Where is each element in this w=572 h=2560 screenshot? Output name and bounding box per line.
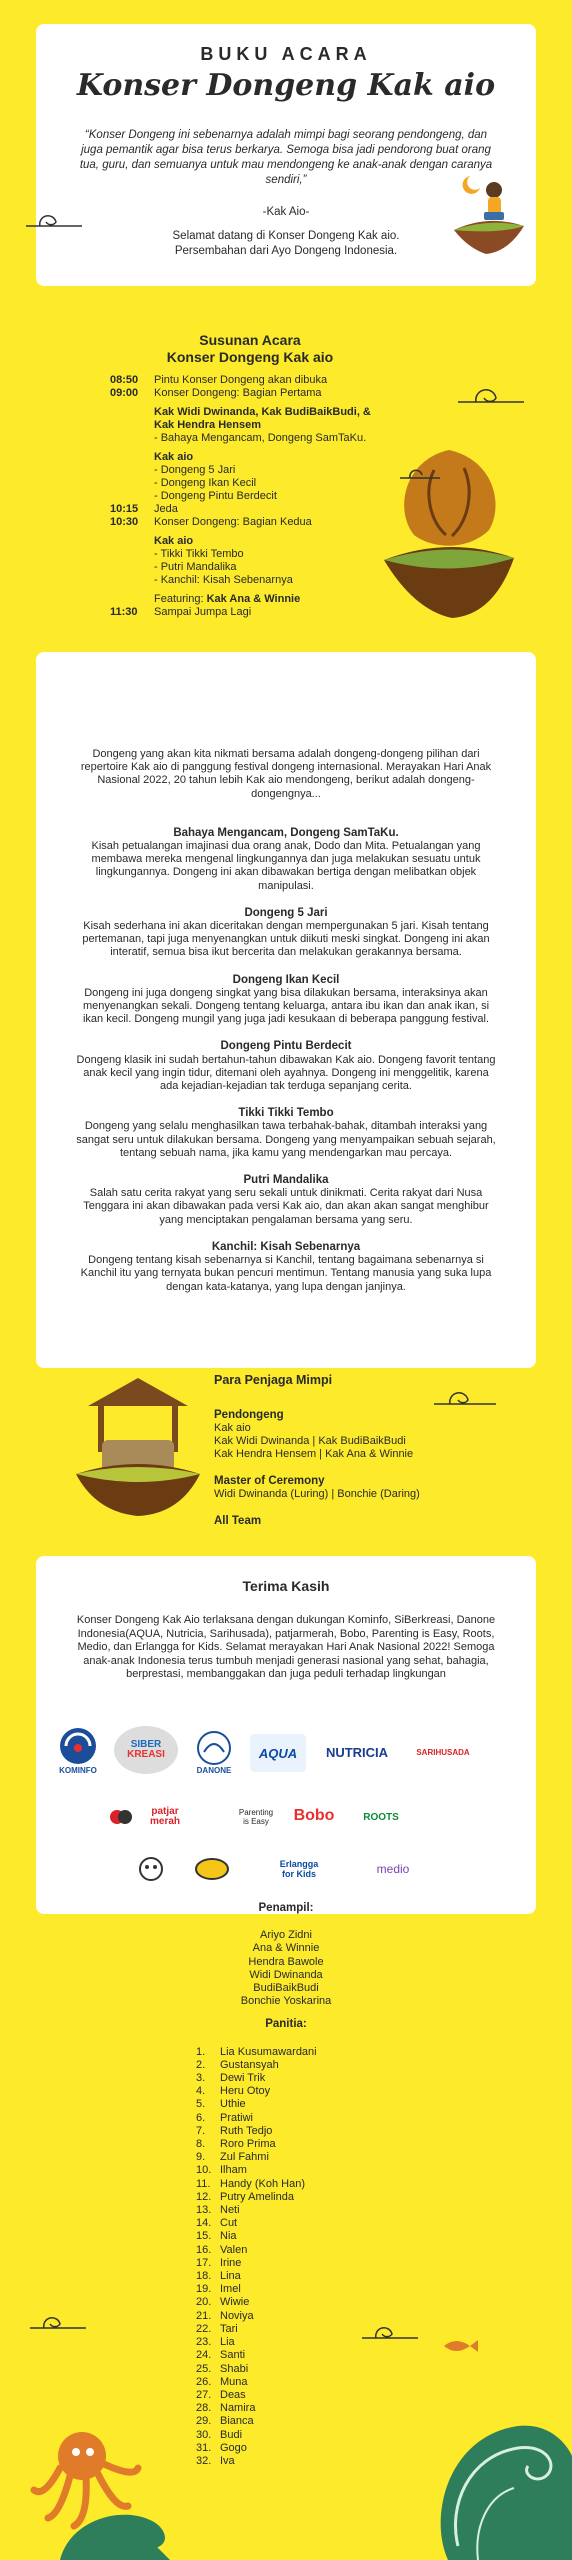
schedule-row bbox=[110, 606, 380, 619]
floating-tree-island-illustration bbox=[374, 440, 524, 620]
schedule-time: 11:30 bbox=[110, 606, 138, 618]
penampil-item: Hendra Bawole bbox=[248, 1955, 324, 1968]
panitia-number: 15. bbox=[196, 2230, 212, 2243]
logo-text: Bobo bbox=[293, 1807, 335, 1824]
cloud-doodle-icon bbox=[24, 206, 84, 230]
panitia-item bbox=[196, 2125, 572, 2138]
sarihusada-logo bbox=[408, 1740, 478, 1764]
panitia-name: Gogo bbox=[220, 2441, 247, 2454]
story-title: Kanchil: Kisah Sebenarnya bbox=[211, 1240, 361, 1253]
penampil-list bbox=[0, 1929, 572, 2008]
panitia-name: Lia Kusumawardani bbox=[220, 2045, 317, 2058]
all-team-label: All Team bbox=[214, 1515, 262, 1527]
schedule-time: 09:00 bbox=[110, 387, 139, 399]
story-item: - Kanchil: Kisah Sebenarnya bbox=[154, 574, 293, 586]
schedule-text: Konser Dongeng: Bagian Pertama bbox=[154, 387, 322, 399]
welcome-line: Persembahan dari Ayo Dongeng Indonesia. bbox=[174, 245, 398, 257]
panitia-number: 31. bbox=[196, 2441, 212, 2454]
panitia-item bbox=[196, 2270, 572, 2283]
panitia-number: 8. bbox=[196, 2138, 206, 2151]
panitia-number: 21. bbox=[196, 2309, 212, 2322]
stories-card bbox=[36, 652, 536, 1368]
mascot-logo bbox=[136, 1854, 166, 1884]
welcome-text bbox=[76, 229, 496, 259]
story-description: Dongeng ini juga dongeng singkat yang bisa dilakukan bersama, interaksinya akan menyenangkan sekali. Dongeng tentang keluarga, antara ibu ikan dan anak ikan, si ikan kecil. Dongeng mungil yang juga jadi kesukaan di beberapa panggung festival. bbox=[82, 986, 490, 1026]
panitia-name: Ruth Tedjo bbox=[220, 2124, 273, 2137]
panitia-item bbox=[196, 2296, 572, 2309]
penampil-item: BudiBaikBudi bbox=[253, 1982, 319, 1995]
panitia-name: Handy (Koh Han) bbox=[220, 2177, 305, 2190]
story-title: Dongeng 5 Jari bbox=[244, 906, 328, 919]
thanks-text: Konser Dongeng Kak Aio terlaksana dengan dukungan Kominfo, SiBerkreasi, Danone Indonesia(AQUA, Nutricia, Sarihusada), patjarmerah, Bobo, Parenting is Easy, Roots, Medio, dan Erlangga for Kids. Selamat merayakan Hari Anak Nasional 2022! Semoga anak-anak Indonesia terus tumbuh menjadi generasi nasional yang sehat, bahagia, berprestasi, membanggakan dan juga peduli terhadap lingkungan bbox=[76, 1614, 496, 1680]
cloud-doodle-icon bbox=[28, 2308, 88, 2332]
panitia-item bbox=[196, 2059, 572, 2072]
panitia-number: 13. bbox=[196, 2204, 212, 2217]
panitia-number: 11. bbox=[196, 2177, 211, 2190]
schedule-text: Jeda bbox=[154, 503, 178, 515]
page-title: Konser Dongeng Kak aio bbox=[76, 68, 496, 103]
danone-logo bbox=[186, 1724, 242, 1780]
schedule-text: Pintu Konser Dongeng akan dibuka bbox=[154, 374, 328, 386]
logo-text: SARIHUSADA bbox=[416, 1747, 470, 1757]
panitia-name: Putry Amelinda bbox=[220, 2190, 294, 2203]
schedule-text: Konser Dongeng: Bagian Kedua bbox=[154, 516, 312, 528]
panitia-item bbox=[196, 2363, 572, 2376]
panitia-number: 17. bbox=[196, 2256, 212, 2269]
story-item: - Dongeng Ikan Kecil bbox=[154, 477, 257, 489]
schedule-row bbox=[110, 516, 380, 529]
logo-text: ROOTS bbox=[363, 1811, 399, 1823]
panitia-name: Muna bbox=[220, 2375, 248, 2388]
schedule-title-line: Susunan Acara bbox=[199, 332, 301, 348]
panitia-name: Heru Otoy bbox=[220, 2085, 271, 2098]
panitia-name: Cut bbox=[220, 2217, 238, 2230]
panitia-number: 22. bbox=[196, 2322, 212, 2335]
cloud-doodle-icon bbox=[360, 2318, 420, 2342]
aqua-logo bbox=[250, 1734, 306, 1772]
panitia-number: 12. bbox=[196, 2190, 212, 2203]
panitia-name: Dewi Trik bbox=[220, 2072, 266, 2085]
story-description: Dongeng tentang kisah sebenarnya si Kanchil, tentang bagaimana sebenarnya si Kanchil itu yang ternyata bukan pencuri mentimun. Tentang manusia yang suka lupa dengan kata-katanya, yang lupa dengan janjinya. bbox=[80, 1254, 492, 1293]
panitia-item bbox=[196, 2151, 572, 2164]
kominfo-emblem-icon bbox=[58, 1726, 98, 1766]
panitia-number: 32. bbox=[196, 2454, 212, 2467]
panitia-number: 29. bbox=[196, 2415, 212, 2428]
credits-section bbox=[0, 1902, 572, 2468]
logo-text: DANONE bbox=[196, 1765, 232, 1775]
fish-icon bbox=[440, 2336, 480, 2356]
panitia-name: Gustansyah bbox=[220, 2058, 279, 2071]
panitia-item bbox=[196, 2349, 572, 2362]
patjarmerah-logo bbox=[144, 1800, 186, 1834]
logo-text: SIBER bbox=[130, 1739, 162, 1750]
panitia-name: Shabi bbox=[220, 2362, 249, 2375]
story-item: - Tikki Tikki Tembo bbox=[154, 548, 244, 560]
schedule-time: 08:50 bbox=[110, 374, 139, 386]
logo-text: AQUA bbox=[258, 1745, 298, 1761]
badge-logo bbox=[192, 1854, 232, 1884]
panitia-item bbox=[196, 2112, 572, 2125]
team-section bbox=[214, 1374, 514, 1528]
panitia-item bbox=[196, 2085, 572, 2098]
panitia-number: 24. bbox=[196, 2349, 212, 2362]
logo-text: for Kids bbox=[281, 1869, 316, 1879]
panitia-number: 10. bbox=[196, 2164, 212, 2177]
schedule-time: 10:15 bbox=[110, 503, 139, 515]
panitia-name: Tari bbox=[220, 2322, 238, 2335]
hands-icon bbox=[108, 1804, 134, 1830]
panitia-item bbox=[196, 2204, 572, 2217]
roots-logo bbox=[358, 1804, 404, 1830]
panitia-name: Roro Prima bbox=[220, 2138, 276, 2151]
panitia-item bbox=[196, 2217, 572, 2230]
panitia-name: Lina bbox=[220, 2270, 241, 2283]
story-title: Bahaya Mengancam, Dongeng SamTaKu. bbox=[173, 826, 399, 839]
panitia-name: Neti bbox=[220, 2204, 240, 2217]
team-title: Para Penjaga Mimpi bbox=[214, 1373, 333, 1387]
panitia-number: 3. bbox=[196, 2072, 206, 2085]
thanks-card bbox=[36, 1556, 536, 1914]
logo-text: is Easy bbox=[243, 1817, 269, 1826]
panitia-item bbox=[196, 2244, 572, 2257]
panitia-item bbox=[196, 2257, 572, 2270]
performer-heading: Kak Widi Dwinanda, Kak BudiBaikBudi, & Kak Hendra Hensem bbox=[154, 406, 371, 431]
pendongeng-label: Pendongeng bbox=[214, 1409, 284, 1421]
panitia-item bbox=[196, 2283, 572, 2296]
logo-text: medio bbox=[376, 1862, 410, 1876]
schedule-row bbox=[110, 374, 380, 387]
story-item: - Dongeng 5 Jari bbox=[154, 464, 236, 476]
penampil-title: Penampil: bbox=[258, 1902, 314, 1914]
panitia-name: Valen bbox=[220, 2243, 248, 2256]
story-title: Tikki Tikki Tembo bbox=[238, 1107, 334, 1120]
intro-card bbox=[36, 24, 536, 286]
performer-heading: Kak aio bbox=[154, 451, 194, 463]
logo-text: KREASI bbox=[127, 1749, 165, 1760]
welcome-line: Selamat datang di Konser Dongeng Kak aio. bbox=[172, 230, 400, 242]
mascot-icon bbox=[138, 1856, 164, 1882]
panitia-number: 26. bbox=[196, 2375, 212, 2388]
kominfo-logo bbox=[48, 1720, 108, 1780]
panitia-name: Budi bbox=[220, 2428, 243, 2441]
panitia-name: Bianca bbox=[220, 2415, 254, 2428]
quote-author: -Kak Aio- bbox=[262, 206, 310, 218]
story-description: Kisah sederhana ini akan diceritakan dengan mempergunakan 5 jari. Kisah tentang pertemanan, tapi juga menyenangkan untuk diikuti meski singkat. Dongeng ini akan interatif, semua bisa ikut bercerita dan melakukan gerakannya bersama. bbox=[82, 920, 490, 959]
story-description: Dongeng klasik ini sudah bertahun-tahun dibawakan Kak aio. Dongeng favorit tentang anak kecil yang ingin tidur, ditemani oleh ayahnya. Dongeng ini menggelitik, karena ada kejadian-kejadian tak terduga sepanjang cerita. bbox=[76, 1053, 496, 1093]
panitia-number: 9. bbox=[196, 2151, 206, 2164]
mc-label: Master of Ceremony bbox=[214, 1475, 325, 1487]
panitia-name: Wiwie bbox=[220, 2296, 250, 2309]
panitia-name: Nia bbox=[220, 2230, 237, 2243]
panitia-name: Noviya bbox=[220, 2309, 254, 2322]
erlangga-logo bbox=[258, 1856, 340, 1882]
panitia-item bbox=[196, 2098, 572, 2111]
panitia-item bbox=[196, 2046, 572, 2059]
panitia-item bbox=[196, 2230, 572, 2243]
story-title: Dongeng Ikan Kecil bbox=[232, 973, 340, 986]
panitia-name: Pratiwi bbox=[220, 2111, 254, 2124]
well-island-illustration bbox=[68, 1366, 208, 1516]
panitia-number: 2. bbox=[196, 2058, 206, 2071]
panitia-item bbox=[196, 2376, 572, 2389]
logo-text: merah bbox=[149, 1816, 180, 1827]
story-item: - Putri Mandalika bbox=[154, 561, 237, 573]
team-line: Kak aio bbox=[214, 1422, 251, 1434]
panitia-name: Santi bbox=[220, 2349, 246, 2362]
logo-text: NUTRICIA bbox=[325, 1744, 389, 1760]
panitia-name: Uthie bbox=[220, 2098, 246, 2111]
cloud-doodle-icon bbox=[456, 380, 526, 406]
performer-heading: Kak aio bbox=[154, 535, 194, 547]
panitia-item bbox=[196, 2138, 572, 2151]
panitia-number: 23. bbox=[196, 2336, 212, 2349]
schedule-list bbox=[110, 374, 380, 619]
wave-illustration bbox=[418, 2396, 572, 2560]
panitia-number: 20. bbox=[196, 2296, 212, 2309]
penampil-item: Widi Dwinanda bbox=[249, 1968, 323, 1981]
bobo-logo bbox=[292, 1802, 336, 1830]
featuring-names: Kak Ana & Winnie bbox=[206, 593, 301, 605]
schedule-title bbox=[150, 332, 350, 366]
wave-illustration bbox=[60, 2500, 170, 2560]
penampil-item: Ana & Winnie bbox=[252, 1942, 320, 1955]
panitia-name: Namira bbox=[220, 2402, 256, 2415]
team-line: Widi Dwinanda (Luring) | Bonchie (Daring) bbox=[214, 1488, 420, 1500]
logo-text: patjar bbox=[151, 1806, 179, 1817]
panitia-item bbox=[196, 2072, 572, 2085]
medio-logo bbox=[358, 1858, 428, 1880]
panitia-number: 5. bbox=[196, 2098, 206, 2111]
quote: “Konser Dongeng ini sebenarnya adalah mimpi bagi seorang pendongeng, dan juga pemantik agar bisa terus berkarya. Semoga bisa jadi pendorong buat orang tua, guru, dan semuanya untuk mau mendongeng ke anak-anak dengan caranya sendiri,” bbox=[79, 129, 493, 186]
cloud-doodle-icon bbox=[398, 462, 442, 480]
overline: BUKU ACARA bbox=[200, 44, 372, 64]
thanks-title: Terima Kasih bbox=[242, 1578, 330, 1594]
story-description: Kisah petualangan imajinasi dua orang anak, Dodo dan Mita. Petualangan yang membawa mereka mengenal lingkungannya dan juga melakukan sesuatu untuk lingkungannya. Dongeng ini akan dibawakan bertiga dengan melibatkan objek manipulasi. bbox=[91, 840, 481, 892]
panitia-number: 14. bbox=[196, 2217, 212, 2230]
danone-emblem-icon bbox=[196, 1730, 232, 1766]
schedule-time: 10:30 bbox=[110, 516, 139, 528]
panitia-name: Ilham bbox=[220, 2164, 247, 2177]
panitia-name: Zul Fahmi bbox=[220, 2151, 269, 2164]
schedule-title-line: Konser Dongeng Kak aio bbox=[166, 349, 334, 365]
panitia-number: 6. bbox=[196, 2111, 206, 2124]
story-title: Putri Mandalika bbox=[243, 1174, 329, 1187]
panitia-item bbox=[196, 2191, 572, 2204]
team-line: Kak Hendra Hensem | Kak Ana & Winnie bbox=[214, 1448, 414, 1460]
panitia-number: 4. bbox=[196, 2085, 206, 2098]
panitia-name: Iva bbox=[220, 2454, 235, 2467]
logo-text: KOMINFO bbox=[59, 1765, 97, 1775]
hands-logo bbox=[106, 1802, 136, 1832]
panitia-name: Lia bbox=[220, 2336, 235, 2349]
panitia-number: 19. bbox=[196, 2283, 212, 2296]
team-line: Kak Widi Dwinanda | Kak BudiBaikBudi bbox=[214, 1435, 406, 1447]
logo-text: Erlangga bbox=[279, 1859, 319, 1869]
panitia-item bbox=[196, 2178, 572, 2191]
schedule-row bbox=[110, 503, 380, 516]
panitia-number: 16. bbox=[196, 2243, 212, 2256]
story-description: Dongeng yang selalu menghasilkan tawa terbahak-bahak, ditambah interaksi yang sangat seru untuk dilakukan bersama. Dongeng yang menyampaikan sebuah sejarah, tentang sebuah nama, jika kamu yang mendengarkan mau percaya. bbox=[76, 1120, 496, 1159]
panitia-number: 30. bbox=[196, 2428, 212, 2441]
panitia-number: 1. bbox=[196, 2045, 206, 2058]
story-title: Dongeng Pintu Berdecit bbox=[220, 1040, 352, 1053]
featuring-label: Featuring: bbox=[154, 593, 204, 605]
stories-intro: Dongeng yang akan kita nikmati bersama adalah dongeng-dongeng pilihan dari repertoire Kak aio di panggung festival dongeng internasional. Merayakan Hari Anak Nasional 2022, 20 tahun lebih Kak aio mendongeng, berikut adalah dongeng-dongengnya... bbox=[80, 748, 492, 800]
panitia-name: Imel bbox=[220, 2283, 241, 2296]
panitia-number: 18. bbox=[196, 2270, 212, 2283]
penampil-item: Bonchie Yoskarina bbox=[240, 1995, 332, 2008]
panitia-item bbox=[196, 2164, 572, 2177]
story-item: - Dongeng Pintu Berdecit bbox=[154, 490, 277, 502]
panitia-name: Deas bbox=[220, 2388, 246, 2401]
penampil-item: Ariyo Zidni bbox=[260, 1929, 312, 1942]
storyteller-illustration bbox=[448, 164, 528, 254]
nutricia-logo bbox=[314, 1742, 400, 1762]
siberkreasi-logo bbox=[114, 1726, 178, 1774]
parenting-logo bbox=[228, 1804, 284, 1830]
schedule-text: Sampai Jumpa Lagi bbox=[154, 606, 252, 618]
panitia-number: 7. bbox=[196, 2124, 206, 2137]
logo-text: Parenting bbox=[238, 1808, 274, 1817]
panitia-title: Panitia: bbox=[265, 2018, 307, 2031]
panitia-number: 27. bbox=[196, 2388, 212, 2401]
story-description: Salah satu cerita rakyat yang seru sekali untuk dinikmati. Cerita rakyat dari Nusa Tenggara ini akan dibawakan pada versi Kak aio, dan akan akan sangat menghibur yang menciptakan pengalaman bersama yang seru. bbox=[83, 1187, 489, 1226]
schedule-row bbox=[110, 387, 380, 400]
story-item: - Bahaya Mengancam, Dongeng SamTaKu. bbox=[154, 432, 367, 444]
panitia-number: 28. bbox=[196, 2402, 212, 2415]
panitia-number: 25. bbox=[196, 2362, 212, 2375]
panitia-name: Irine bbox=[220, 2256, 242, 2269]
badge-icon bbox=[194, 1856, 230, 1882]
